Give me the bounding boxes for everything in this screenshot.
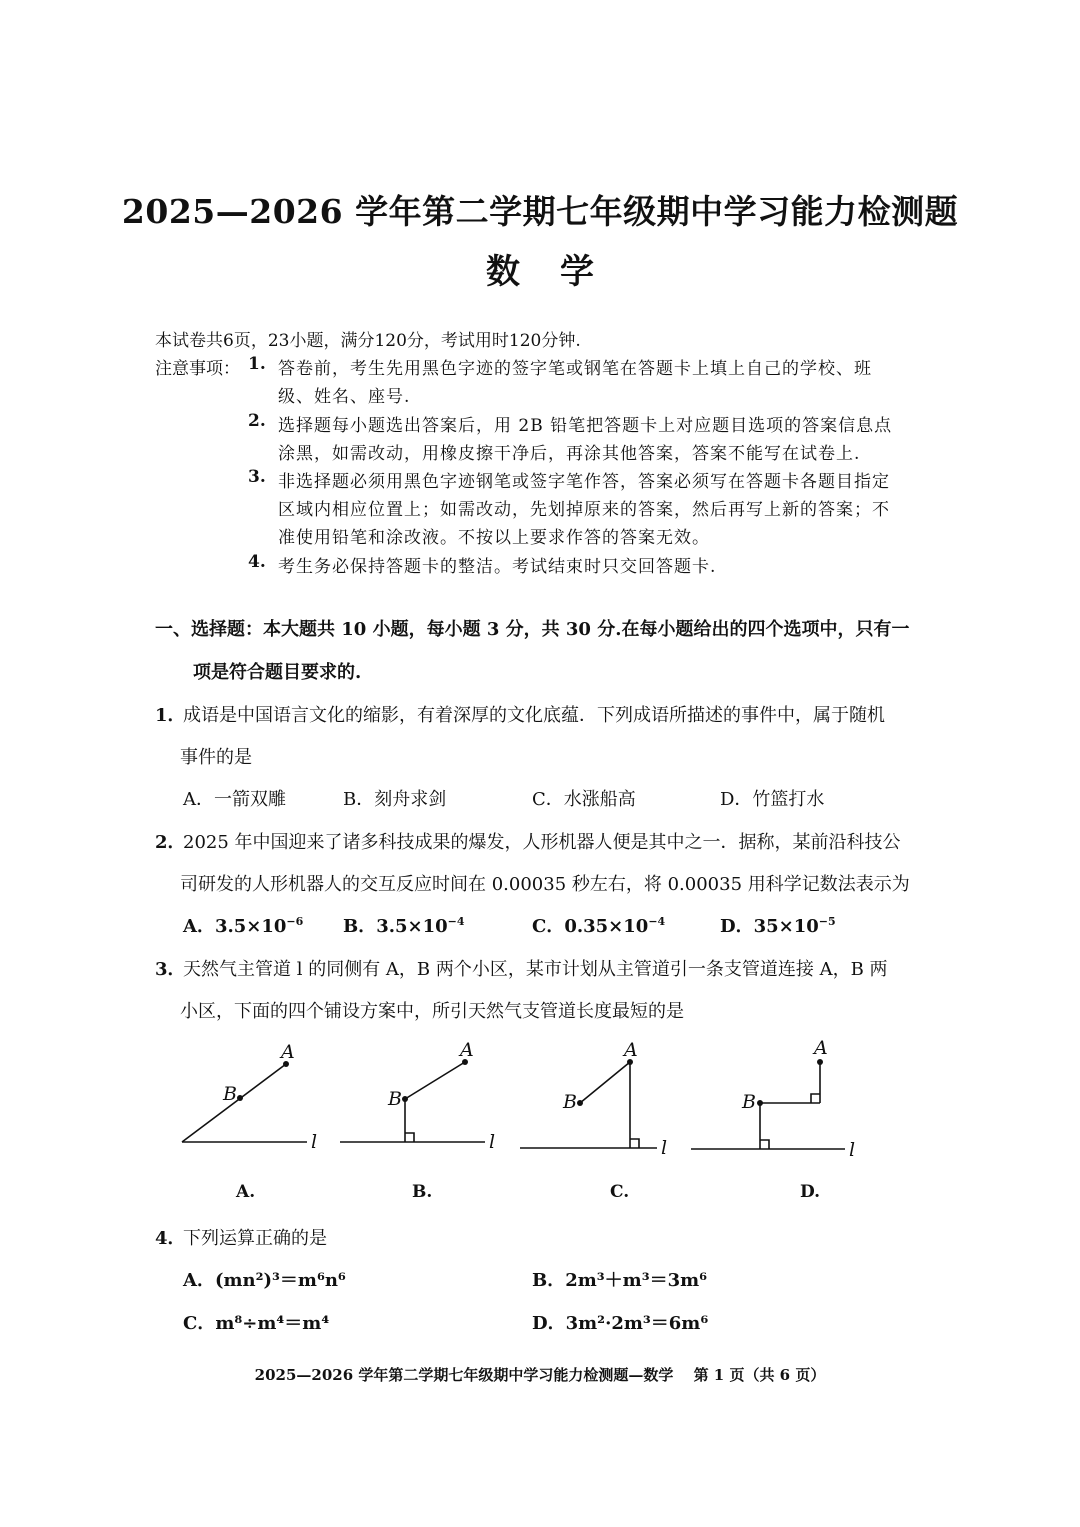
note-2-num: 2.	[248, 411, 266, 431]
fig-d-point-b	[757, 1100, 763, 1106]
fig-c-right-angle	[630, 1139, 639, 1148]
fig-b-point-b	[402, 1096, 408, 1102]
note-4-line-1: 考生务必保持答题卡的整洁。考试结束时只交回答题卡.	[278, 557, 717, 577]
q1-stem-line-1: 成语是中国语言文化的缩影，有着深厚的文化底蕴．下列成语所描述的事件中，属于随机	[183, 705, 885, 726]
fig-c-label-l: l	[661, 1137, 668, 1159]
q4-option-a: A．(mn²)³＝m⁶n⁶	[183, 1270, 346, 1291]
fig-b-label-l: l	[489, 1131, 496, 1153]
fig-c-label-a: A	[624, 1039, 638, 1061]
q3-figures	[0, 1030, 1080, 1170]
fig-d-right-angle-2	[811, 1094, 820, 1103]
notes-label: 注意事项：	[155, 359, 240, 379]
q2-option-a-label: A．	[183, 916, 215, 937]
q1-option-a: A．一箭双雕	[183, 789, 286, 810]
page-footer: 2025—2026 学年第二学期七年级期中学习能力检测题—数学 第 1 页（共 6 页）	[254, 1366, 826, 1384]
fig-a-label-l: l	[311, 1131, 318, 1153]
q2-number: 2．	[155, 832, 186, 853]
note-1-line-2: 级、姓名、座号.	[278, 387, 411, 407]
q4-number: 4．	[155, 1228, 186, 1249]
fig-d-right-angle-1	[760, 1140, 769, 1149]
q2-option-d-label: D．	[720, 916, 754, 937]
q2-option-a-base: 3.5×10	[214, 916, 287, 937]
note-3-num: 3.	[248, 467, 266, 487]
exam-title: 2025—2026 学年第二学期七年级期中学习能力检测题	[121, 192, 959, 231]
note-1-num: 1.	[248, 354, 266, 374]
q2-option-b-base: 3.5×10	[376, 916, 448, 937]
note-3-line-1: 非选择题必须用黑色字迹钢笔或签字笔作答，答案必须写在答题卡各题目指定	[278, 472, 890, 492]
q4-option-d: D．3m²·2m³＝6m⁶	[532, 1313, 709, 1334]
note-3-line-2: 区域内相应位置上；如需改动，先划掉原来的答案，然后再写上新的答案；不	[278, 500, 890, 520]
q2-option-c-label: C．	[532, 916, 565, 937]
exam-subject: 数学	[486, 252, 634, 292]
fig-b-segment-ab	[405, 1062, 465, 1099]
q3-stem-line-2: 小区，下面的四个铺设方案中，所引天然气支管道长度最短的是	[180, 1001, 684, 1022]
q4-option-c: C．m⁸÷m⁴＝m⁴	[183, 1313, 330, 1334]
q2-option-d-exp: −5	[818, 915, 836, 928]
q2-option-d-base: 35×10	[753, 916, 819, 937]
fig-b-label-b: B	[388, 1088, 402, 1110]
q4-option-b: B．2m³＋m³＝3m⁶	[532, 1270, 708, 1291]
fig-c-label-b: B	[563, 1091, 577, 1113]
q2-option-c-base: 0.35×10	[564, 916, 649, 937]
q1-number: 1．	[155, 705, 186, 726]
exam-info: 本试卷共6页，23小题，满分120分，考试用时120分钟.	[155, 331, 581, 351]
q2-option-a-exp: −6	[286, 915, 304, 928]
note-2-line-2: 涂黑，如需改动，用橡皮擦干净后，再涂其他答案，答案不能写在试卷上.	[278, 444, 861, 464]
fig-c-point-b	[577, 1100, 583, 1106]
fig-a-label-b: B	[223, 1083, 237, 1105]
fig-d-label-b: B	[742, 1091, 756, 1113]
q2-option-c-exp: −4	[648, 915, 666, 928]
fig-d-label-l: l	[849, 1139, 856, 1161]
fig-d-point-a	[817, 1059, 823, 1065]
q3-stem-line-1: 天然气主管道 l 的同侧有 A，B 两个小区，某市计划从主管道引一条支管道连接 A，B 两	[183, 959, 888, 980]
q2-stem-line-2: 司研发的人形机器人的交互反应时间在 0.00035 秒左右，将 0.00035 用科学记数法表示为	[180, 874, 910, 895]
fig-a-point-b	[237, 1095, 243, 1101]
fig-b-label-a: A	[460, 1039, 474, 1061]
fig-c-caption: C.	[610, 1182, 630, 1202]
q2-option-d	[720, 912, 836, 938]
fig-a-caption: A.	[236, 1182, 256, 1202]
note-4-num: 4.	[248, 552, 266, 572]
q4-stem: 下列运算正确的是	[183, 1228, 327, 1249]
fig-a-label-a: A	[281, 1041, 295, 1063]
q3-number: 3．	[155, 959, 186, 980]
fig-b-right-angle	[405, 1133, 414, 1142]
fig-b-caption: B.	[412, 1182, 433, 1202]
fig-d-caption: D.	[800, 1182, 821, 1202]
q2-stem-line-1: 2025 年中国迎来了诸多科技成果的爆发，人形机器人便是其中之一．据称，某前沿科技公	[183, 832, 901, 853]
note-2-line-1: 选择题每小题选出答案后，用 2B 铅笔把答题卡上对应题目选项的答案信息点	[278, 416, 893, 436]
q2-option-c	[532, 912, 665, 938]
note-1-line-1: 答卷前，考生先用黑色字迹的签字笔或钢笔在答题卡上填上自己的学校、班	[278, 359, 872, 379]
q1-option-b: B．刻舟求剑	[343, 789, 447, 810]
section-1-heading: 一、选择题：本大题共 10 小题，每小题 3 分，共 30 分.在每小题给出的四个选项中，只有一	[155, 619, 910, 640]
q2-option-b-exp: −4	[447, 915, 465, 928]
q2-option-b	[343, 912, 465, 938]
note-3-line-3: 准使用铅笔和涂改液。不按以上要求作答的答案无效。	[278, 528, 710, 548]
q1-option-c: C．水涨船高	[532, 789, 636, 810]
section-1-heading-cont: 项是符合题目要求的.	[193, 662, 362, 683]
q2-option-b-label: B．	[343, 916, 377, 937]
q1-option-d: D．竹篮打水	[720, 789, 825, 810]
q2-option-a	[183, 912, 303, 938]
fig-c-segment-ab	[580, 1062, 630, 1103]
q1-stem-line-2: 事件的是	[180, 747, 252, 768]
fig-d-label-a: A	[814, 1037, 828, 1059]
